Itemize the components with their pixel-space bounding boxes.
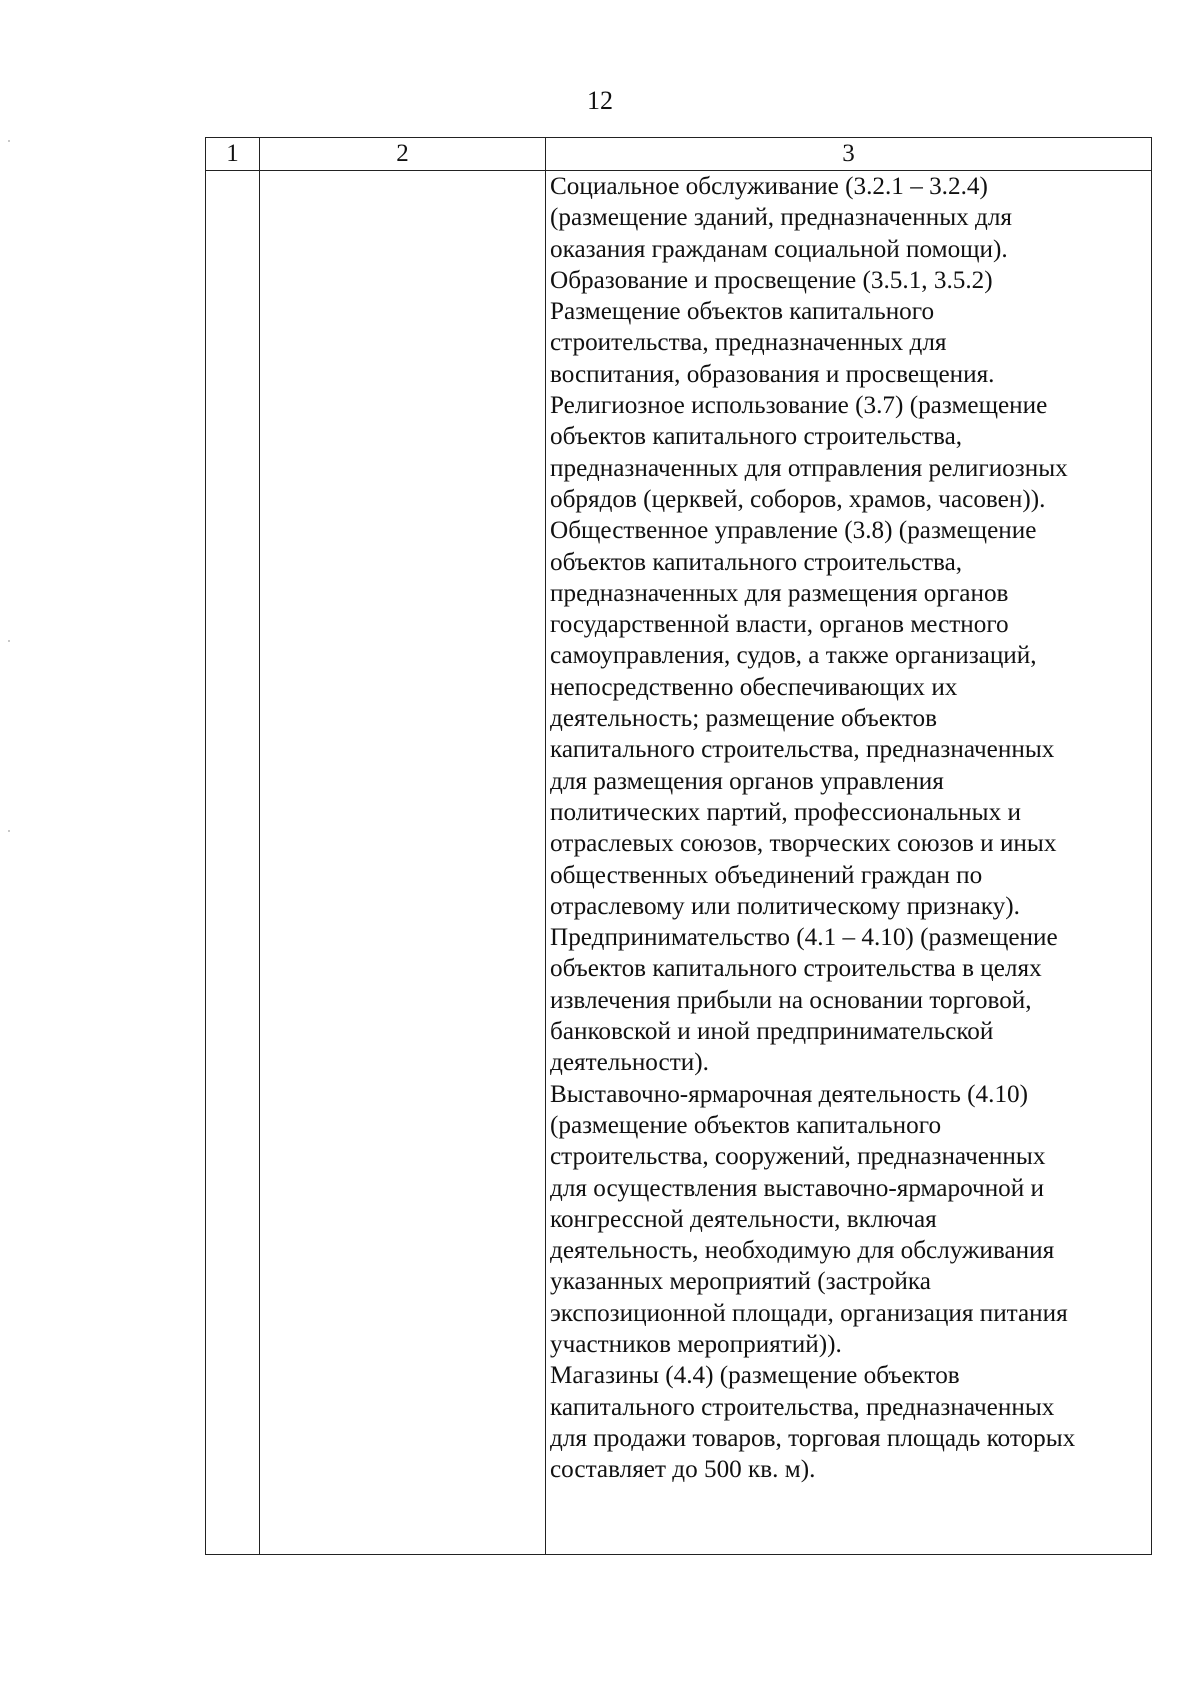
text-line: (размещение зданий, предназначенных для xyxy=(550,204,1012,232)
text-line: предназначенных для размещения органов xyxy=(550,579,1009,607)
text-line: воспитания, образования и просвещения. xyxy=(550,360,995,388)
text-line: для размещения органов управления xyxy=(550,767,944,795)
text-line: для продажи товаров, торговая площадь которых xyxy=(550,1424,1076,1452)
text-line: участников мероприятий)). xyxy=(550,1330,842,1358)
text-line: Размещение объектов капитального xyxy=(550,298,935,326)
land-use-table xyxy=(205,137,1152,1555)
text-line: банковской и иной предпринимательской xyxy=(550,1018,994,1046)
text-line: непосредственно обеспечивающих их xyxy=(550,673,958,701)
text-line: Образование и просвещение (3.5.1, 3.5.2) xyxy=(550,266,993,294)
text-line: предназначенных для отправления религиозных xyxy=(550,454,1068,482)
table-row xyxy=(206,171,1152,1555)
text-line: Социальное обслуживание (3.2.1 – 3.2.4) xyxy=(550,173,988,200)
text-line: экспозиционной площади, организация питания xyxy=(550,1299,1068,1327)
scan-mark xyxy=(8,140,10,142)
text-line: капитального строительства, предназначенных xyxy=(550,1393,1055,1421)
text-line: строительства, предназначенных для xyxy=(550,329,947,357)
text-line: составляет до 500 кв. м). xyxy=(550,1456,816,1484)
text-line: объектов капитального строительства в целях xyxy=(550,955,1042,983)
text-line: Предпринимательство (4.1 – 4.10) (размещение xyxy=(550,924,1058,952)
text-line: общественных объединений граждан по xyxy=(550,861,983,889)
table-header-row xyxy=(206,138,1152,171)
text-line: деятельность, необходимую для обслуживания xyxy=(550,1237,1055,1265)
text-line: отраслевому или политическому признаку). xyxy=(550,892,1020,920)
text-line: извлечения прибыли на основании торговой, xyxy=(550,986,1032,1014)
text-line: Общественное управление (3.8) (размещение xyxy=(550,517,1037,545)
text-line: Религиозное использование (3.7) (размещение xyxy=(550,392,1048,420)
text-line: деятельности). xyxy=(550,1049,709,1077)
text-line: (размещение объектов капитального xyxy=(550,1111,942,1139)
text-line: деятельность; размещение объектов xyxy=(550,705,938,733)
text-line: Выставочно-ярмарочная деятельность (4.10) xyxy=(550,1080,1029,1108)
text-line: для осуществления выставочно-ярмарочной и xyxy=(550,1174,1045,1202)
text-line: обрядов (церквей, соборов, храмов, часовен)). xyxy=(550,485,1046,513)
text-line: отраслевых союзов, творческих союзов и иных xyxy=(550,830,1057,858)
table-cell-col1 xyxy=(206,171,260,1555)
text-line: политических партий, профессиональных и xyxy=(550,798,1021,826)
text-line: конгрессной деятельности, включая xyxy=(550,1205,937,1233)
text-line: самоуправления, судов, а также организаций, xyxy=(550,642,1037,670)
table-cell-col2 xyxy=(260,171,546,1555)
scan-mark xyxy=(8,830,10,832)
text-line: указанных мероприятий (застройка xyxy=(550,1268,931,1296)
text-line: объектов капитального строительства, xyxy=(550,548,963,576)
text-line: оказания гражданам социальной помощи). xyxy=(550,235,1008,263)
page-number: 12 xyxy=(587,86,613,115)
scan-mark xyxy=(8,640,10,642)
table-header-cell-2: 2 xyxy=(260,138,546,171)
text-line: строительства, сооружений, предназначенных xyxy=(550,1143,1046,1171)
table-header-cell-1: 1 xyxy=(206,138,260,171)
text-line: государственной власти, органов местного xyxy=(550,611,1009,639)
text-line: объектов капитального строительства, xyxy=(550,423,963,451)
permitted-uses-cell xyxy=(546,171,1152,1555)
text-line: Магазины (4.4) (размещение объектов xyxy=(550,1362,960,1390)
text-line: капитального строительства, предназначенных xyxy=(550,736,1055,764)
table-header-cell-3: 3 xyxy=(546,138,1152,171)
